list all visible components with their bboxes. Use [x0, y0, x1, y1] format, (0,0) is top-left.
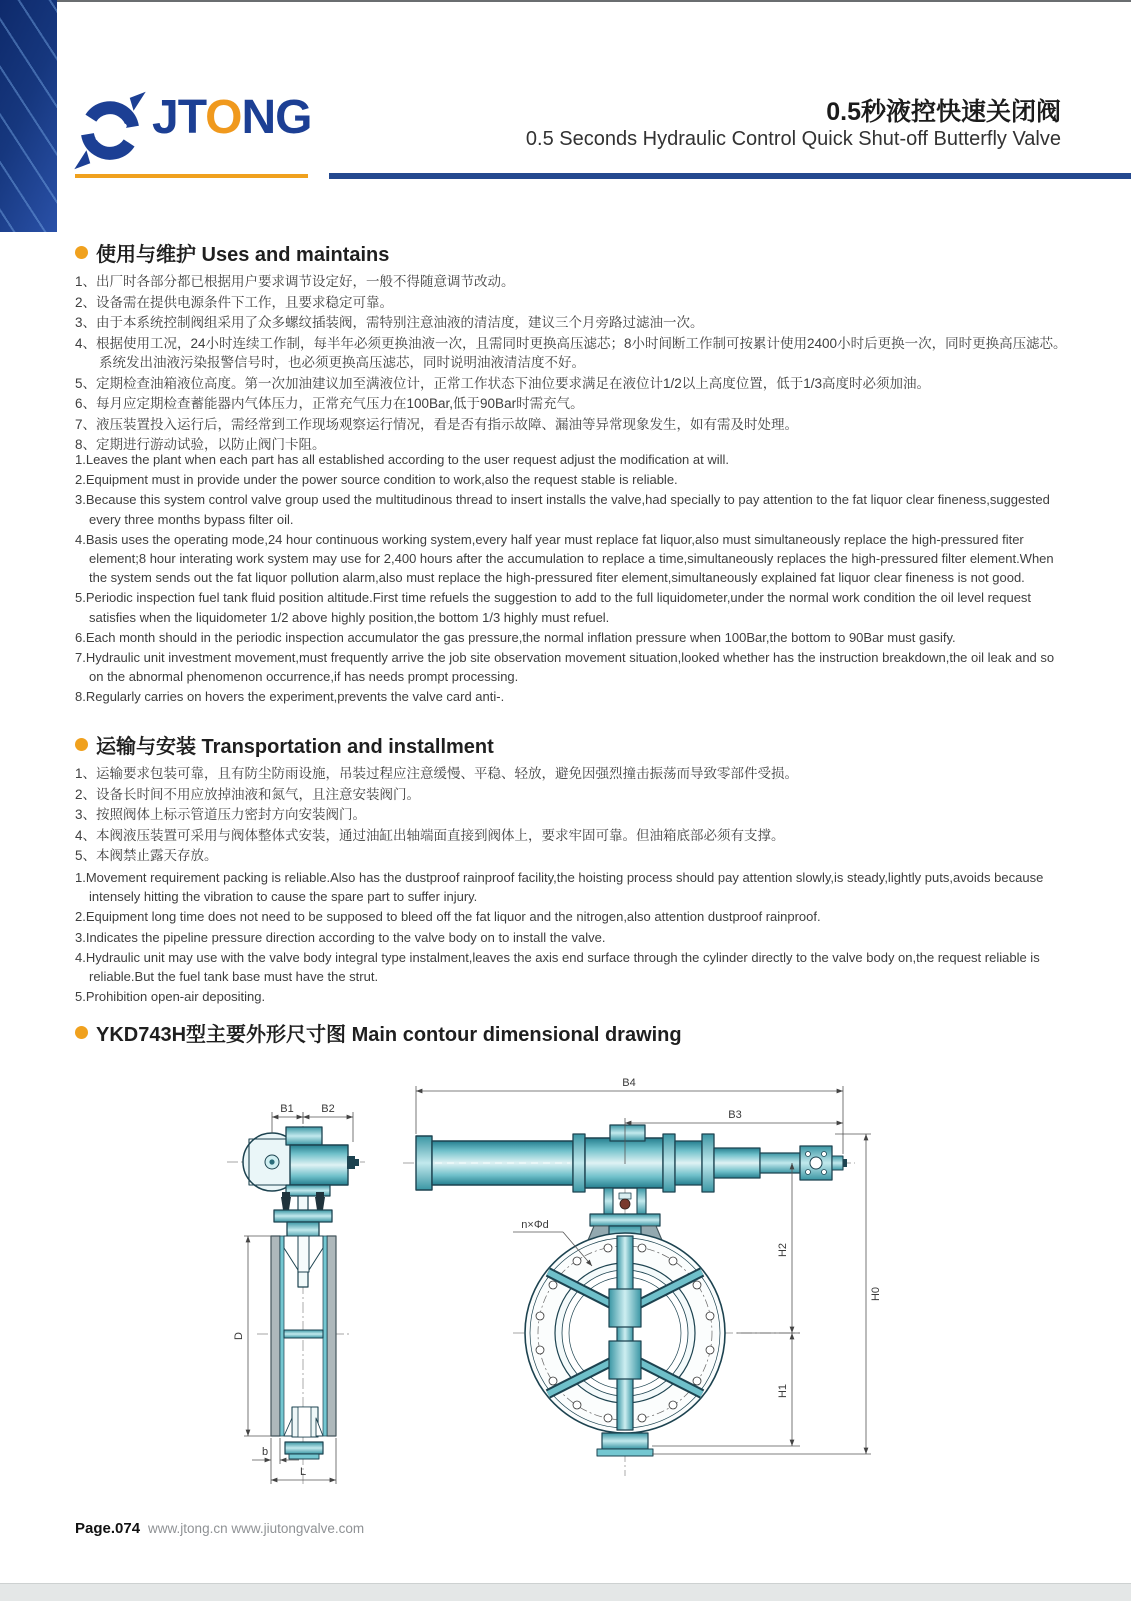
list-item: 4、本阀液压装置可采用与阀体整体式安装，通过油缸出轴端面直接到阀体上，要求牢固可靠。但油箱底部必须有支撑。 [75, 827, 785, 843]
blue-divider [329, 173, 1131, 179]
flange-plate [271, 1236, 280, 1436]
jtong-logo-icon [72, 88, 148, 170]
bottom-band [0, 1583, 1131, 1601]
section-heading-transport [75, 730, 494, 759]
bullet-icon [75, 246, 88, 259]
list-item: 5.Periodic inspection fuel tank fluid position altitude.First time refuels the suggestion to add to the full liquidometer,under the normal work condition the oil level request satisfies when the liquidometer 1/2 above highly position,the bottom 1/3 highly must refuel. [75, 590, 1032, 625]
flange-plate [327, 1236, 336, 1436]
list-item: 6.Each month should in the periodic inspection accumulator the gas pressure,the normal inflation pressure when 100Bar,the bottom to 90Bar must gasify. [75, 629, 956, 645]
list-item: 4.Basis uses the operating mode,24 hour continuous working system,every half year must replace fat liquor,also must simultaneously replace the high-pressured fiter element;8 hour interating work system may use for 2,400 hours after the accumulation to replace a time,simultaneously replaces the high-pressured filter element.When the system sends out the fat liquor pollution alarm,also must replace the high-pressured fiter element,simultaneously explained fat liquor clear fineness is not good. [75, 531, 1054, 586]
logo-o: O [205, 91, 242, 144]
logo-ng: NG [241, 91, 312, 144]
list-item: 3、按照阀体上标示管道压力密封方向安装阀门。 [75, 807, 367, 822]
list-item: 7、液压装置投入运行后，需经常到工作现场观察运行情况，看是否有指示故障、漏油等异常现象发生，如有需及时处理。 [75, 416, 799, 432]
uses-list-en [75, 450, 1067, 708]
list-item: 5.Prohibition open-air depositing. [75, 989, 266, 1005]
list-item: 4.Hydraulic unit may use with the valve body integral type instalment,leaves the axis end surface through the cylinder directly to the valve body on,the request reliable is reliable.But the fuel tank base must have the strut. [75, 949, 1040, 985]
list-item: 3.Indicates the pipeline pressure direction according to the valve body on to install the valve. [75, 929, 606, 945]
list-item: 2、设备需在提供电源条件下工作，且要求稳定可靠。 [75, 294, 394, 310]
cylinder-rod [760, 1153, 800, 1173]
list-item: 6、每月应定期检查蓄能器内气体压力，正常充气压力在100Bar,低于90Bar时需充气。 [75, 396, 584, 411]
dim-label-h2: H2 [777, 1242, 789, 1258]
corner-decoration [0, 0, 57, 232]
cylinder-end-cap [416, 1136, 432, 1190]
footer-urls: www.jtong.cn www.jiutongvalve.com [148, 1521, 365, 1536]
bullet-icon [75, 1026, 88, 1039]
dim-label-b3: B3 [728, 1109, 742, 1121]
transport-list-zh [75, 764, 1067, 867]
page-top-rule [57, 0, 1131, 2]
page-number: Page.074 [75, 1520, 141, 1537]
front-view [403, 1125, 855, 1476]
list-item: 2.Equipment long time does not need to be supposed to bleed off the fat liquor and the nitrogen,also attention dustproof rainproof. [75, 909, 821, 925]
cylinder-port [610, 1125, 645, 1141]
logo-wordmark [152, 91, 312, 144]
dim-label-nxd: n×Φd [521, 1219, 549, 1231]
actuator-body [290, 1145, 348, 1185]
page-title-en: 0.5 Seconds Hydraulic Control Quick Shut-off Butterfly Valve [525, 128, 1061, 150]
list-item: 1、运输要求包装可靠，且有防尘防雨设施，吊装过程应注意缓慢、平稳、轻放，避免因强烈撞击振荡而导致零部件受损。 [75, 766, 799, 781]
list-item: 3.Because this system control valve group used the multitudinous thread to insert installs the valve,had specially to pay attention to the fat liquor clear fineness,suggested every three months bypass filter oil. [75, 492, 1050, 527]
list-item: 7.Hydraulic unit investment movement,must frequently arrive the job site observation movement situation,looked whether has the instruction breakdown,the oil leak and so on the abnormal phenomenon occurrence,if has needs prompt processing. [75, 650, 1055, 685]
uses-list-zh [75, 272, 1067, 456]
list-item: 8、定期进行游动试验，以防止阀门卡阻。 [75, 437, 326, 452]
dimensional-drawing [135, 1052, 1035, 1502]
dim-label-l: L [299, 1466, 307, 1478]
list-item: 2、设备长时间不用应放掉油液和氮气，且注意安装阀门。 [75, 786, 421, 802]
list-item: 4、根据使用工况，24小时连续工作制，每半年必须更换油液一次，且需同时更换高压滤芯；8小时间断工作制可按累计使用2400小时后更换一次，同时更换高压滤芯。系统发出油液污染报警信号时，也必须更换高压滤芯，同时说明油液清洁度不好。 [75, 335, 1067, 370]
dim-label-b1: B1 [280, 1103, 294, 1115]
orange-divider [75, 174, 308, 178]
dim-label-h1: H1 [777, 1383, 789, 1399]
page-title-zh: 0.5秒液控快速关闭阀 [826, 98, 1061, 126]
page-footer [75, 1520, 364, 1537]
dim-label-b: b [261, 1446, 269, 1458]
valve-shaft [617, 1236, 633, 1430]
list-item: 1、出厂时各部分都已根据用户要求调节设定好，一般不得随意调节改动。 [75, 274, 515, 289]
section-heading-drawing [75, 1018, 682, 1047]
list-item: 5、本阀禁止露天存放。 [75, 848, 218, 863]
logo-jt: JT [152, 91, 206, 144]
list-item: 1.Leaves the plant when each part has all established according to the user request adjust the modification at will. [75, 452, 730, 467]
list-item: 2.Equipment must in provide under the power source condition to work,also the request stable is reliable. [75, 472, 678, 488]
section-heading-label: 使用与维护 Uses and maintains [96, 244, 390, 266]
transport-list-en [75, 868, 1067, 1007]
list-item: 8.Regularly carries on hovers the experiment,prevents the valve card anti-. [75, 689, 505, 705]
list-item: 1.Movement requirement packing is reliable.Also has the dustproof rainproof facility,the hoisting process should pay attention slowly,is steady,lightly puts,avoids because intensely hitting the vibration to cause the spare part to suffer injury. [75, 870, 1044, 905]
section-heading-uses [75, 238, 389, 267]
dim-label-h0: H0 [870, 1286, 882, 1302]
dim-label-b2: B2 [321, 1103, 335, 1115]
list-item: 5、定期检查油箱液位高度。第一次加油建议加至满液位计，正常工作状态下油位要求满足在液位计1/2以上高度位置，低于1/3高度时必须加油。 [75, 375, 931, 391]
section-heading-label: YKD743H型主要外形尺寸图 Main contour dimensional drawing [96, 1024, 682, 1046]
dim-label-b4: B4 [622, 1077, 636, 1089]
list-item: 3、由于本系统控制阀组采用了众多螺纹插装阀，需特别注意油液的清洁度，建议三个月旁路过滤油一次。 [75, 315, 704, 330]
dim-label-d: D [233, 1332, 245, 1340]
bullet-icon [75, 738, 88, 751]
section-heading-label: 运输与安装 Transportation and installment [96, 736, 494, 758]
disc-edge [284, 1330, 323, 1338]
